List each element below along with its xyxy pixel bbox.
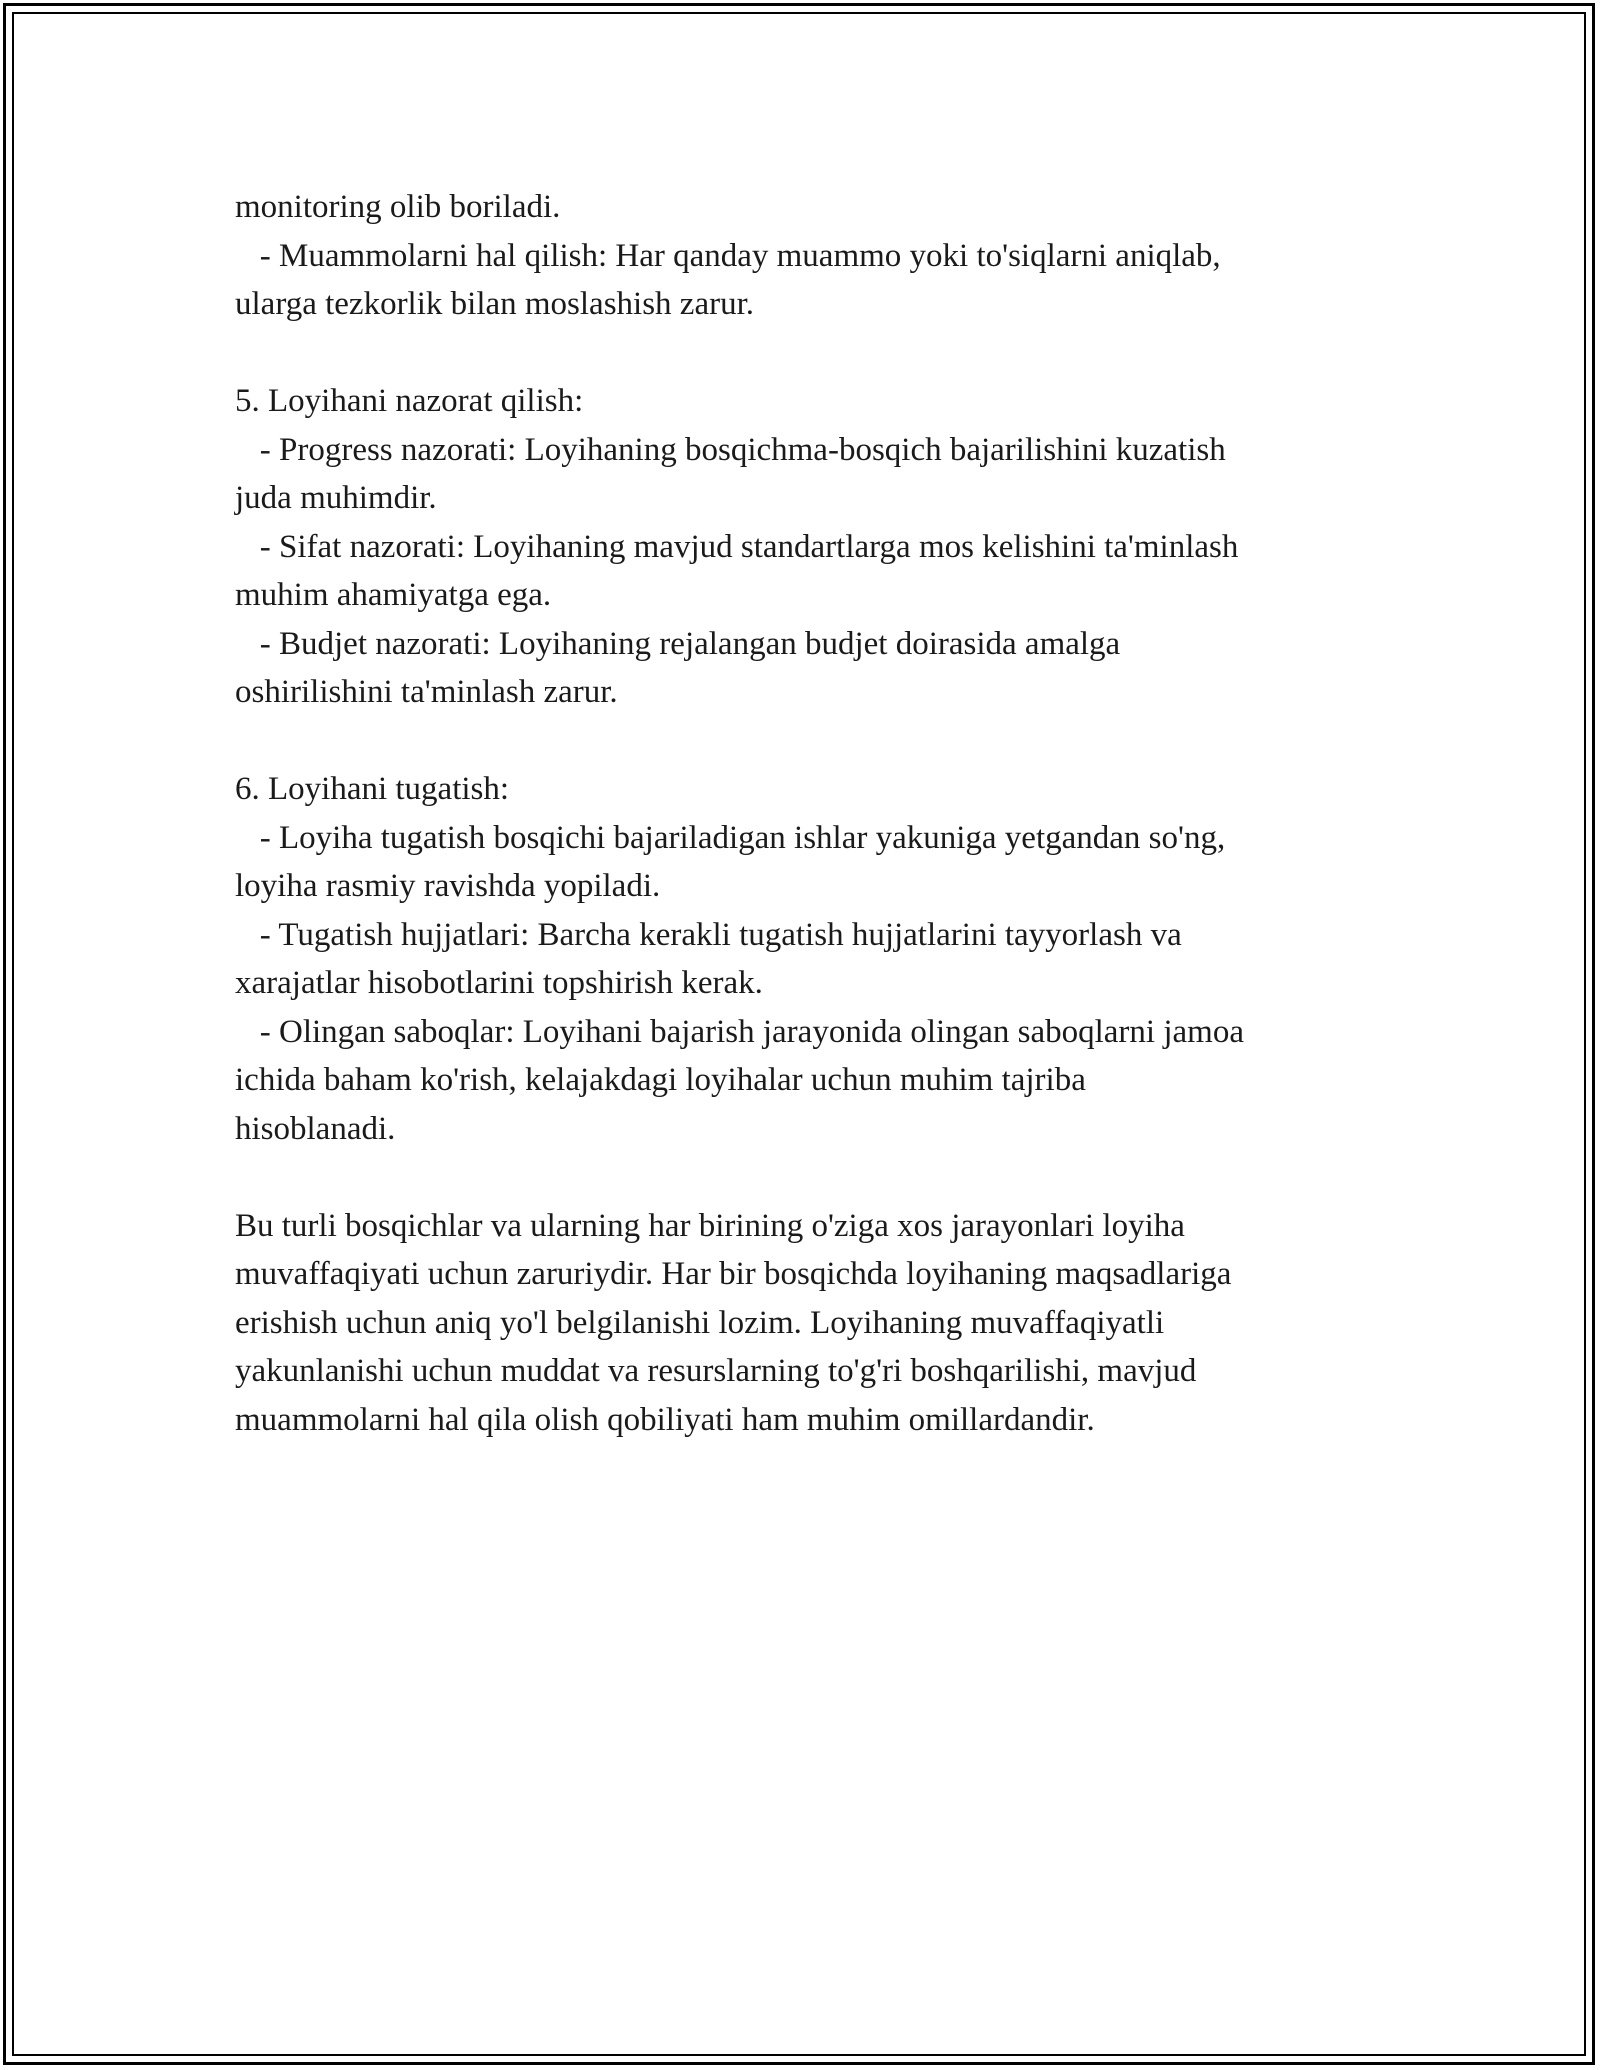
text-line: juda muhimdir. (235, 480, 437, 516)
text-line: ichida baham ko'rish, kelajakdagi loyihalar uchun muhim tajriba (235, 1062, 1086, 1098)
text-line: muvaffaqiyati uchun zaruriydir. Har bir bosqichda loyihaning maqsadlariga (235, 1256, 1232, 1292)
text-line: loyiha rasmiy ravishda yopiladi. (235, 868, 661, 904)
text-line: ularga tezkorlik bilan moslashish zarur. (235, 286, 755, 322)
text-line: - Budjet nazorati: Loyihaning rejalangan budjet doirasida amalga (235, 625, 1121, 662)
text-line: - Sifat nazorati: Loyihaning mavjud standartlarga mos kelishini ta'minlash (235, 528, 1239, 565)
text-line: xarajatlar hisobotlarini topshirish kerak. (235, 965, 763, 1001)
text-line: - Muammolarni hal qilish: Har qanday muammo yoki to'siqlarni aniqlab, (235, 237, 1221, 274)
text-line: Bu turli bosqichlar va ularning har birining o'ziga xos jarayonlari loyiha (235, 1207, 1185, 1244)
text-line: - Loyiha tugatish bosqichi bajariladigan ishlar yakuniga yetgandan so'ng, (235, 819, 1226, 856)
document-body (235, 183, 1365, 1444)
blank-line (235, 717, 1365, 766)
blank-line (235, 329, 1365, 378)
text-line: - Tugatish hujjatlari: Barcha kerakli tugatish hujjatlarini tayyorlash va (235, 916, 1182, 953)
text-line: hisoblanadi. (235, 1110, 396, 1147)
text-line: yakunlanishi uchun muddat va resurslarning to'g'ri boshqarilishi, mavjud (235, 1353, 1197, 1389)
text-line: - Progress nazorati: Loyihaning bosqichma-bosqich bajarilishini kuzatish (235, 431, 1226, 468)
text-line: - Olingan saboqlar: Loyihani bajarish jarayonida olingan saboqlarni jamoa (235, 1013, 1244, 1050)
text-line: erishish uchun aniq yo'l belgilanishi lozim. Loyihaning muvaffaqiyatli (235, 1304, 1165, 1341)
text-line: muhim ahamiyatga ega. (235, 577, 552, 613)
text-line: monitoring olib boriladi. (235, 189, 561, 225)
section-heading: 5. Loyihani nazorat qilish: (235, 383, 584, 419)
section-heading: 6. Loyihani tugatish: (235, 771, 510, 807)
blank-line (235, 1153, 1365, 1202)
text-line: muammolarni hal qila olish qobiliyati ham muhim omillardandir. (235, 1401, 1095, 1438)
text-line: oshirilishini ta'minlash zarur. (235, 674, 618, 710)
